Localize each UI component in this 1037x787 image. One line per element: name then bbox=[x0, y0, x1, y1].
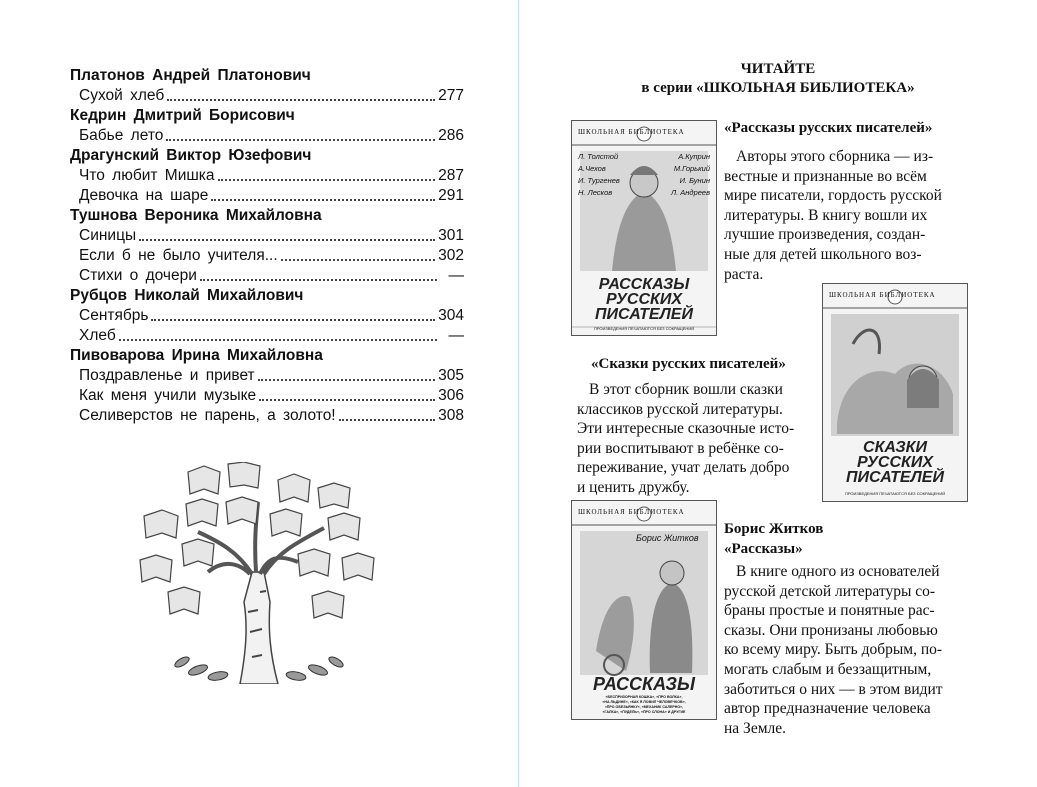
toc-entry-title: Поздравленье и привет bbox=[79, 367, 255, 384]
toc-page-number: 306 bbox=[438, 387, 464, 404]
toc-entry[interactable] bbox=[70, 266, 464, 286]
toc-page-number: 287 bbox=[438, 167, 464, 184]
toc-page-number: 308 bbox=[438, 407, 464, 424]
toc-entry-title: Синицы bbox=[79, 227, 137, 244]
toc-entry-title: Бабье лето bbox=[79, 127, 164, 144]
toc-entry[interactable] bbox=[70, 366, 464, 386]
toc-entry-title: Что любит Мишка bbox=[79, 167, 215, 184]
toc-page-number: 305 bbox=[438, 367, 464, 384]
toc-entry-title: Хлеб bbox=[79, 327, 116, 344]
book-description bbox=[724, 167, 942, 285]
cover-series-label: ШКОЛЬНАЯ БИБЛИОТЕКА bbox=[578, 508, 685, 516]
toc-entry[interactable] bbox=[70, 386, 464, 406]
cover-footer: ПРОИЗВЕДЕНИЯ ПЕЧАТАЮТСЯ БЕЗ СОКРАЩЕНИЙ bbox=[593, 326, 695, 331]
dot-leader bbox=[339, 419, 436, 421]
cover-title bbox=[823, 440, 967, 485]
right-page bbox=[519, 0, 1037, 787]
book-author: Борис Житков bbox=[724, 521, 824, 537]
book-cover-fairy-tales[interactable] bbox=[822, 283, 968, 502]
toc-entry-title: Селиверстов не парень, а золото! bbox=[79, 407, 336, 424]
cover-footer-line: «ПРО ОБЕЗЬЯНКУ», «МЕХАНИК САЛЕРНО», bbox=[604, 705, 684, 709]
description-line: раста. bbox=[724, 265, 764, 283]
toc-entry-title: Как меня учили музыке bbox=[79, 387, 257, 404]
cover-series-label: ШКОЛЬНАЯ БИБЛИОТЕКА bbox=[829, 291, 936, 299]
dot-leader bbox=[167, 99, 435, 101]
description-line: сказы. Они пронизаны любовью bbox=[724, 621, 938, 639]
toc-entry-title: Сухой хлеб bbox=[79, 87, 165, 104]
toc-author: Пивоварова Ирина Михайловна bbox=[70, 347, 323, 364]
description-line: литературы. В книгу вошли их bbox=[724, 206, 928, 224]
book-description bbox=[577, 400, 794, 498]
toc-author: Платонов Андрей Платонович bbox=[70, 67, 311, 84]
description-line: Эти интересные сказочные исто- bbox=[577, 420, 795, 438]
description-line: ные для детей школьного воз- bbox=[724, 245, 922, 263]
toc-entry[interactable] bbox=[70, 186, 464, 206]
description-line: автор предназначение человека bbox=[724, 700, 931, 718]
book-cover-stories[interactable] bbox=[571, 120, 717, 336]
table-of-contents bbox=[70, 66, 464, 426]
dot-leader bbox=[218, 179, 436, 181]
promo-heading-series: в серии «ШКОЛЬНАЯ БИБЛИОТЕКА» bbox=[641, 80, 915, 96]
cover-author: И. Бунин bbox=[679, 176, 710, 185]
description-line: заботиться о них — в этом видит bbox=[724, 680, 943, 698]
cover-footer bbox=[572, 695, 716, 715]
dot-leader bbox=[281, 259, 435, 261]
toc-author: Тушнова Вероника Михайловна bbox=[70, 207, 322, 224]
left-page bbox=[0, 0, 518, 787]
dot-leader bbox=[258, 379, 435, 381]
toc-entry[interactable] bbox=[70, 166, 464, 186]
promo-heading bbox=[519, 60, 1037, 98]
book-title: «Рассказы» bbox=[724, 541, 803, 557]
cover-author: Л. Андреев bbox=[670, 188, 710, 197]
book-title: «Сказки русских писателей» bbox=[591, 356, 786, 372]
toc-page-number: 302 bbox=[438, 247, 464, 264]
description-line: переживание, учат делать добро bbox=[577, 459, 790, 477]
cover-authors-left bbox=[578, 151, 620, 199]
toc-author: Рубцов Николай Михайлович bbox=[70, 287, 304, 304]
book-title: «Рассказы русских писателей» bbox=[724, 120, 933, 136]
cover-author: Н. Лесков bbox=[578, 188, 613, 197]
toc-entry[interactable] bbox=[70, 406, 464, 426]
cover-title-line: ПИСАТЕЛЕЙ bbox=[595, 306, 693, 323]
description-line: ко всему миру. Быть добрым, по- bbox=[724, 641, 943, 659]
cover-title-line: РУССКИХ bbox=[605, 291, 683, 308]
toc-page-number: 291 bbox=[438, 187, 464, 204]
description-line: мире писатели, гордость русской bbox=[724, 187, 942, 205]
cover-author: А.Куприн bbox=[678, 152, 710, 161]
cover-title-line: РУССКИХ bbox=[856, 454, 934, 471]
toc-entry[interactable] bbox=[70, 246, 464, 266]
promo-heading-title: ЧИТАЙТЕ bbox=[740, 61, 816, 77]
dot-leader bbox=[139, 239, 435, 241]
cover-title bbox=[572, 277, 716, 322]
description-line: на Земле. bbox=[724, 719, 786, 737]
cover-title-line: РАССКАЗЫ bbox=[598, 276, 690, 293]
toc-entry[interactable] bbox=[70, 126, 464, 146]
toc-page-number: — bbox=[448, 267, 464, 284]
description-line: классиков русской литературы. bbox=[577, 400, 783, 418]
description-line: вестные и признанные во всём bbox=[724, 167, 927, 185]
toc-page-number: 277 bbox=[438, 87, 464, 104]
toc-entry[interactable] bbox=[70, 226, 464, 246]
book-cover-zhitkov[interactable] bbox=[571, 500, 717, 720]
book-tree-illustration bbox=[128, 462, 388, 684]
toc-entry-title: Сентябрь bbox=[79, 307, 149, 324]
description-line: Авторы этого сборника — из- bbox=[736, 148, 934, 165]
dot-leader bbox=[259, 399, 435, 401]
toc-author: Драгунский Виктор Юзефович bbox=[70, 147, 312, 164]
toc-page-number: 304 bbox=[438, 307, 464, 324]
cover-title-line: ПИСАТЕЛЕЙ bbox=[846, 469, 944, 486]
toc-author: Кедрин Дмитрий Борисович bbox=[70, 107, 295, 124]
cover-author: М.Горький bbox=[673, 164, 710, 173]
toc-entry[interactable] bbox=[70, 306, 464, 326]
cover-title: РАССКАЗЫ bbox=[593, 674, 695, 694]
cover-series-label: ШКОЛЬНАЯ БИБЛИОТЕКА bbox=[578, 128, 685, 136]
cover-title-line: СКАЗКИ bbox=[863, 439, 927, 456]
dot-leader bbox=[166, 139, 435, 141]
dot-leader bbox=[119, 339, 437, 341]
cover-author: Л. Толстой bbox=[578, 152, 619, 161]
cover-footer-line: «НА ЛЬДИНЕ», «КАК Я ЛОВИЛ ЧЕЛОВЕЧКОВ», bbox=[602, 700, 686, 704]
toc-page-number: — bbox=[448, 327, 464, 344]
cover-author: И. Тургенев bbox=[578, 176, 620, 185]
dot-leader bbox=[211, 199, 435, 201]
toc-page-number: 301 bbox=[438, 227, 464, 244]
book-description bbox=[736, 147, 933, 167]
description-line: русской детской литературы со- bbox=[724, 582, 936, 600]
description-line: и ценить дружбу. bbox=[577, 478, 690, 496]
description-line: В книге одного из основателей bbox=[736, 563, 940, 580]
cover-author: А.Чехов bbox=[578, 164, 606, 173]
toc-entry-title: Девочка на шаре bbox=[79, 187, 209, 204]
toc-entry[interactable] bbox=[70, 86, 464, 106]
toc-entry-title: Если б не было учителя... bbox=[79, 247, 278, 264]
dot-leader bbox=[200, 279, 437, 281]
description-line: В этот сборник вошли сказки bbox=[589, 381, 783, 398]
dot-leader bbox=[151, 319, 435, 321]
description-line: могать слабым и беззащитным, bbox=[724, 660, 932, 678]
description-line: лучшие произведения, создан- bbox=[724, 226, 926, 244]
cover-footer-line: «БЕСПРИЗОРНАЯ КОШКА», «ПРО ВОЛКА», bbox=[605, 695, 683, 699]
book-description bbox=[724, 582, 943, 739]
description-line: браны простые и понятные рас- bbox=[724, 602, 935, 620]
book-tree-icon bbox=[128, 462, 388, 684]
toc-entry[interactable] bbox=[70, 326, 464, 346]
cover-footer-line: «ГАЛКА», «ПУДЕЛЬ», «ПРО СЛОНА» И ДРУГИЕ bbox=[602, 710, 686, 714]
book-description bbox=[736, 562, 940, 582]
book-description bbox=[589, 380, 783, 400]
toc-entry-title: Стихи о дочери bbox=[79, 267, 197, 284]
cover-authors-right bbox=[671, 151, 710, 199]
toc-page-number: 286 bbox=[438, 127, 464, 144]
cover-author: Борис Житков bbox=[636, 533, 699, 543]
cover-footer: ПРОИЗВЕДЕНИЯ ПЕЧАТАЮТСЯ БЕЗ СОКРАЩЕНИЙ bbox=[844, 491, 946, 496]
description-line: рии воспитывают в ребёнке со- bbox=[577, 439, 784, 457]
